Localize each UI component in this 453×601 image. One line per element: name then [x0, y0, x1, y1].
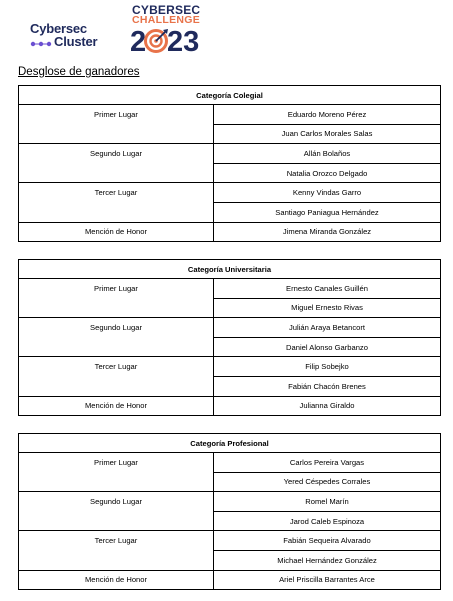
logo-cluster-line2: Cluster	[54, 34, 98, 49]
winner-cell: Julianna Giraldo	[214, 396, 441, 416]
table-row	[19, 570, 441, 590]
table-row	[19, 144, 441, 164]
winner-cell: Kenny Vindas Garro	[214, 183, 441, 203]
winner-cell: Ernesto Canales Guillén	[214, 279, 441, 299]
place-cell: Primer Lugar	[19, 105, 214, 144]
winner-cell: Santiago Paniagua Hernández	[214, 202, 441, 222]
place-cell: Tercer Lugar	[19, 531, 214, 570]
place-cell: Mención de Honor	[19, 222, 214, 242]
page-title: Desglose de ganadores	[18, 66, 140, 78]
table-row	[19, 492, 441, 512]
page-header	[0, 0, 453, 60]
svg-text:23: 23	[167, 26, 200, 55]
winner-cell: Miguel Ernesto Rivas	[214, 298, 441, 318]
winners-table-colegial	[18, 85, 441, 242]
table-row	[19, 222, 441, 242]
winner-cell: Julián Araya Betancort	[214, 318, 441, 338]
place-cell: Segundo Lugar	[19, 144, 214, 183]
winner-cell: Yered Céspedes Corrales	[214, 472, 441, 492]
winners-table-profesional	[18, 433, 441, 590]
winner-cell: Eduardo Moreno Pérez	[214, 105, 441, 125]
table-row	[19, 357, 441, 377]
winners-table-universitaria	[18, 259, 441, 416]
place-cell: Primer Lugar	[19, 453, 214, 492]
network-dots-icon	[30, 41, 52, 47]
winner-cell: Romel Marín	[214, 492, 441, 512]
winner-cell: Jarod Caleb Espinoza	[214, 511, 441, 531]
winner-cell: Jimena Miranda González	[214, 222, 441, 242]
winner-cell: Juan Carlos Morales Salas	[214, 124, 441, 144]
logo-challenge-line2: CHALLENGE	[132, 14, 201, 26]
winner-cell: Filip Sobejko	[214, 357, 441, 377]
place-cell: Segundo Lugar	[19, 318, 214, 357]
table-row	[19, 396, 441, 416]
logo-challenge-line1: CYBERSEC	[132, 3, 201, 17]
table-row	[19, 318, 441, 338]
winner-cell: Carlos Pereira Vargas	[214, 453, 441, 473]
table-row	[19, 105, 441, 125]
category-header: Categoría Universitaria	[19, 260, 441, 279]
winner-cell: Fabián Chacón Brenes	[214, 376, 441, 396]
logo-year-2023	[130, 25, 202, 55]
place-cell: Mención de Honor	[19, 570, 214, 590]
category-header: Categoría Profesional	[19, 434, 441, 453]
winner-cell: Natalia Orozco Delgado	[214, 163, 441, 183]
place-cell: Mención de Honor	[19, 396, 214, 416]
winner-cell: Ariel Priscilla Barrantes Arce	[214, 570, 441, 590]
target-icon	[146, 29, 169, 52]
table-row	[19, 183, 441, 203]
table-row	[19, 531, 441, 551]
svg-text:2: 2	[130, 26, 147, 55]
winner-cell: Michael Hernández González	[214, 550, 441, 570]
place-cell: Tercer Lugar	[19, 357, 214, 396]
place-cell: Segundo Lugar	[19, 492, 214, 531]
cybersec-challenge-logo	[130, 4, 220, 54]
table-row	[19, 453, 441, 473]
winner-cell: Daniel Alonso Garbanzo	[214, 337, 441, 357]
winner-cell: Allán Bolaños	[214, 144, 441, 164]
logo-cluster-line1: Cybersec	[30, 21, 87, 36]
winner-cell: Fabián Sequeira Alvarado	[214, 531, 441, 551]
place-cell: Tercer Lugar	[19, 183, 214, 222]
cybersec-cluster-logo	[30, 20, 120, 50]
category-header: Categoría Colegial	[19, 86, 441, 105]
place-cell: Primer Lugar	[19, 279, 214, 318]
table-row	[19, 279, 441, 299]
